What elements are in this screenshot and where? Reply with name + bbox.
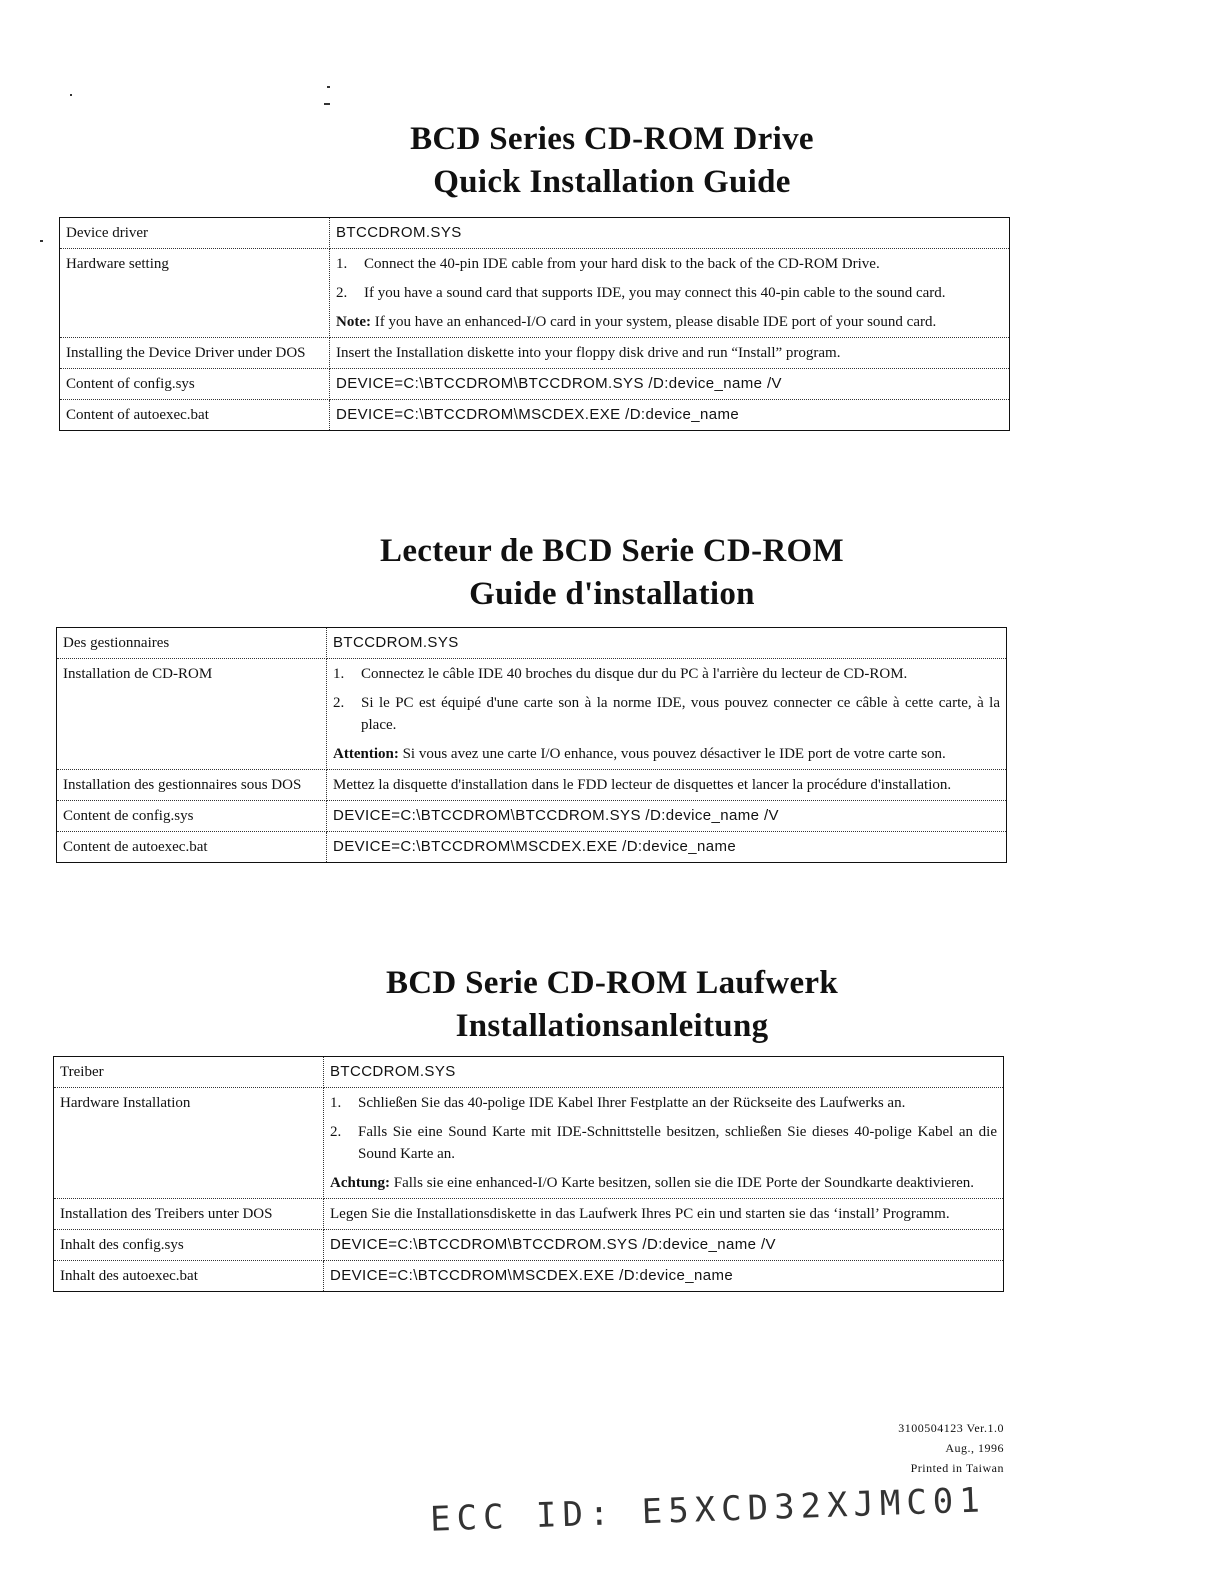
table-row: [54, 1088, 1004, 1199]
note: [336, 311, 1003, 333]
row-value: [327, 659, 1007, 770]
row-value: DEVICE=C:\BTCCDROM\MSCDEX.EXE /D:device_name: [333, 838, 737, 855]
scan-speck: [40, 240, 43, 242]
table-row: [60, 249, 1010, 338]
note-text: Si vous avez une carte I/O enhance, vous pouvez désactiver le IDE port de votre carte son.: [402, 746, 946, 762]
table-row: [57, 659, 1007, 770]
note-text: Falls sie eine enhanced-I/O Karte besitzen, sollen sie die IDE Porte der Soundkarte deaktivieren.: [393, 1175, 974, 1191]
row-value: DEVICE=C:\BTCCDROM\BTCCDROM.SYS /D:device_name /V: [330, 369, 1010, 400]
table-row: [57, 832, 1007, 863]
step-number: 1.: [333, 666, 345, 682]
list-item: [336, 253, 1003, 275]
row-label: Hardware Installation: [54, 1088, 324, 1199]
step-text: Schließen Sie das 40-polige IDE Kabel Ihrer Festplatte an der Rückseite des Laufwerks an.: [358, 1095, 906, 1111]
title-line-1: BCD Serie CD-ROM Laufwerk: [385, 965, 839, 1001]
print-date: Aug., 1996: [945, 1441, 1004, 1455]
row-label: Device driver: [60, 218, 330, 249]
list-item: [330, 1092, 997, 1114]
title-line-2: Quick Installation Guide: [433, 164, 791, 200]
handwritten-fcc-id: ECC ID: E5XCD32XJMC01: [429, 1480, 987, 1540]
row-value: Insert the Installation diskette into your floppy disk drive and run “Install” program.: [330, 338, 1010, 369]
table-row: [60, 369, 1010, 400]
step-text: If you have a sound card that supports IDE, you may connect this 40-pin cable to the sound card.: [364, 285, 946, 301]
title-line-1: BCD Series CD-ROM Drive: [410, 121, 814, 157]
row-value: Legen Sie die Installationsdiskette in das Laufwerk Ihres PC ein und starten sie das ‘install’ Programm.: [324, 1199, 1004, 1230]
table-row: [60, 400, 1010, 431]
list-item: [336, 282, 1003, 304]
note: [330, 1172, 997, 1194]
row-label: Hardware setting: [60, 249, 330, 338]
row-value: BTCCDROM.SYS: [327, 628, 1007, 659]
row-value: DEVICE=C:\BTCCDROM\MSCDEX.EXE /D:device_name: [330, 1267, 734, 1284]
row-label: Inhalt des config.sys: [54, 1230, 324, 1261]
table-row: [60, 218, 1010, 249]
print-info: [898, 1418, 1004, 1478]
row-label: Des gestionnaires: [57, 628, 327, 659]
row-label: Installation des gestionnaires sous DOS: [57, 770, 327, 801]
row-label: Content of config.sys: [60, 369, 330, 400]
section-title-en: [0, 118, 1224, 204]
step-number: 1.: [336, 256, 348, 272]
row-value: DEVICE=C:\BTCCDROM\BTCCDROM.SYS /D:device_name /V: [324, 1230, 1004, 1261]
printed-location: Printed in Taiwan: [910, 1461, 1004, 1475]
row-label: Content of autoexec.bat: [60, 400, 330, 431]
table-row: [57, 770, 1007, 801]
note-tag: Achtung:: [330, 1175, 391, 1191]
row-value: BTCCDROM.SYS: [324, 1057, 1004, 1088]
row-value: [330, 249, 1010, 338]
row-value: DEVICE=C:\BTCCDROM\BTCCDROM.SYS /D:device_name /V: [327, 801, 1007, 832]
scan-speck: [70, 94, 72, 96]
install-table-en: [59, 217, 1010, 431]
table-row: [54, 1261, 1004, 1292]
list-item: [333, 692, 1000, 736]
scan-speck: [324, 103, 330, 105]
table-row: [54, 1057, 1004, 1088]
list-item: [333, 663, 1000, 685]
row-label: Installing the Device Driver under DOS: [60, 338, 330, 369]
row-value: Mettez la disquette d'installation dans le FDD lecteur de disquettes et lancer la procédure d'installation.: [327, 770, 1007, 801]
section-title-fr: [0, 530, 1224, 616]
install-table-fr: [56, 627, 1007, 863]
note-tag: Attention:: [333, 746, 399, 762]
title-line-2: Installationsanleitung: [455, 1008, 769, 1044]
step-text: Connectez le câble IDE 40 broches du disque dur du PC à l'arrière du lecteur de CD-ROM.: [361, 666, 908, 682]
title-line-2: Guide d'installation: [469, 576, 755, 612]
table-row: [54, 1230, 1004, 1261]
section-title-de: [0, 962, 1224, 1048]
part-number: 3100504123 Ver.1.0: [898, 1421, 1004, 1435]
title-line-1: Lecteur de BCD Serie CD-ROM: [380, 533, 844, 569]
row-value: BTCCDROM.SYS: [330, 218, 1010, 249]
table-row: [54, 1199, 1004, 1230]
step-number: 2.: [333, 695, 345, 711]
step-number: 1.: [330, 1095, 342, 1111]
row-label: Inhalt des autoexec.bat: [54, 1261, 324, 1292]
note: [333, 743, 1000, 765]
row-label: Treiber: [54, 1057, 324, 1088]
list-item: [330, 1121, 997, 1165]
table-row: [57, 628, 1007, 659]
step-text: Connect the 40-pin IDE cable from your hard disk to the back of the CD-ROM Drive.: [364, 256, 880, 272]
row-label: Content de autoexec.bat: [57, 832, 327, 863]
scan-speck: [327, 86, 330, 88]
row-label: Content de config.sys: [57, 801, 327, 832]
step-text: Si le PC est équipé d'une carte son à la norme IDE, vous pouvez connecter ce câble à cette carte, à la place.: [361, 695, 1000, 733]
row-label: Installation des Treibers unter DOS: [54, 1199, 324, 1230]
table-row: [60, 338, 1010, 369]
step-number: 2.: [330, 1124, 342, 1140]
row-value: DEVICE=C:\BTCCDROM\MSCDEX.EXE /D:device_name: [336, 406, 740, 423]
step-text: Falls Sie eine Sound Karte mit IDE-Schnittstelle besitzen, schließen Sie dieses 40-polige Kabel an die Sound Karte an.: [358, 1124, 997, 1162]
install-table-de: [53, 1056, 1004, 1292]
note-text: If you have an enhanced-I/O card in your system, please disable IDE port of your sound card.: [374, 314, 937, 330]
row-value: [324, 1088, 1004, 1199]
note-tag: Note:: [336, 314, 371, 330]
row-label: Installation de CD-ROM: [57, 659, 327, 770]
table-row: [57, 801, 1007, 832]
step-number: 2.: [336, 285, 348, 301]
